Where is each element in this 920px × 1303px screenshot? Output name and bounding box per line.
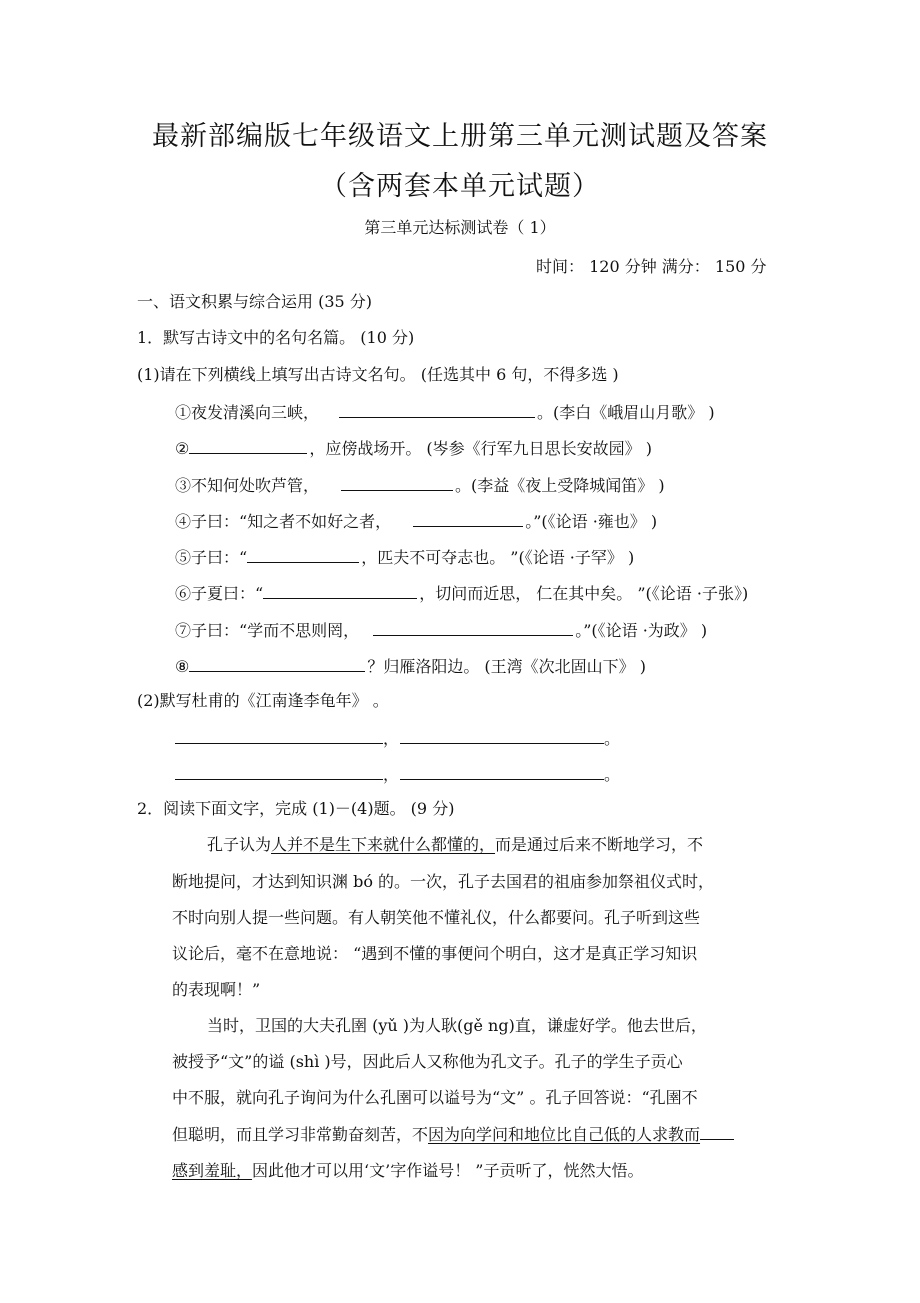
passage-line: 议论后，毫不在意地说： “遇到不懂的事便问个明白，这才是真正学习知识: [172, 944, 698, 963]
answer-blank[interactable]: [189, 655, 365, 672]
passage-line: 被授予“文”的谥 (shì )号，因此后人又称他为孔文子。孔子的学生子贡心: [172, 1052, 683, 1071]
answer-blank[interactable]: [373, 619, 573, 636]
recite-line[interactable]: [400, 743, 604, 744]
document-subtitle: （含两套本单元试题）: [320, 171, 600, 202]
question-1-part-1-instruction: (1)请在下列横线上填写出古诗文名句。 (任选其中 6 句，不得多选 ): [137, 365, 619, 384]
passage-line: 中不服，就向孔子询问为什么孔圉可以谥号为“文” 。孔子回答说：“孔圉不: [172, 1088, 698, 1107]
poem-item-8: ⑧ ？归雁洛阳边。 (王湾《次北固山下》 ): [175, 657, 647, 676]
question-2-heading: 2．阅读下面文字，完成 (1)－(4)题。 (9 分): [137, 799, 455, 818]
poem-item-1: ①夜发清溪向三峡， 。(李白《峨眉山月歌》 ): [175, 403, 715, 422]
passage-line: 但聪明，而且学习非常勤奋刻苦，不因为向学问和地位比自己低的人求教而: [172, 1125, 736, 1145]
comma-mark: ，: [383, 729, 400, 748]
passage-line: 孔子认为人并不是生下来就什么都懂的，而是通过后来不断地学习，不: [207, 835, 704, 854]
passage-line: 断地提问，才达到知识渊 bó 的。一次，孔子去国君的祖庙参加祭祖仪式时，: [172, 872, 715, 891]
period-mark: 。: [604, 729, 621, 748]
poem-item-5: ⑤子曰：“ ，匹夫不可夺志也。 ”(《论语 ·子罕》 ): [175, 548, 635, 567]
answer-blank[interactable]: [413, 510, 523, 527]
answer-blank[interactable]: [341, 474, 453, 491]
answer-blank[interactable]: [247, 546, 359, 563]
poem-item-3: ③不知何处吹芦管， 。(李益《夜上受降城闻笛》 ): [175, 476, 665, 495]
passage-line: 的表现啊！”: [172, 980, 261, 999]
document-title: 最新部编版七年级语文上册第三单元测试题及答案: [152, 121, 768, 152]
period-mark: 。: [604, 765, 621, 784]
answer-blank[interactable]: [263, 582, 417, 599]
question-1-heading: 1．默写古诗文中的名句名篇。 (10 分): [137, 328, 415, 347]
underlined-phrase: 因为向学问和地位比自己低的人求教而: [428, 1125, 701, 1144]
time-score-info: 时间： 120 分钟 满分： 150 分: [536, 257, 767, 276]
recite-line[interactable]: [175, 743, 383, 744]
underline-extension: [700, 1125, 734, 1140]
recite-line[interactable]: [400, 779, 604, 780]
section-heading: 一、语文积累与综合运用 (35 分): [137, 292, 373, 311]
comma-mark: ，: [383, 765, 400, 784]
recite-line[interactable]: [175, 779, 383, 780]
passage-line: 当时，卫国的大夫孔圉 (yǔ )为人耿(gě ng)直，谦虚好学。他去世后，: [207, 1016, 707, 1035]
poem-item-6: ⑥子夏曰：“ ，切问而近思， 仁在其中矣。 ”(《论语 ·子张》): [175, 584, 749, 603]
test-paper-name: 第三单元达标测试卷（ 1）: [364, 218, 556, 237]
underlined-phrase: 人并不是生下来就什么都懂的，: [271, 835, 496, 854]
underlined-phrase: 感到羞耻，: [172, 1161, 253, 1180]
answer-blank[interactable]: [189, 437, 307, 454]
poem-item-2: ② ，应傍战场开。 (岑参《行军九日思长安故园》 ): [175, 439, 653, 458]
passage-line: 感到羞耻，因此他才可以用‘文’字作谥号！ ”子贡听了，恍然大悟。: [172, 1161, 644, 1180]
passage-line: 不时向别人提一些问题。有人朝笑他不懂礼仪，什么都要问。孔子听到这些: [172, 908, 701, 927]
question-1-part-2-instruction: (2)默写杜甫的《江南逢李龟年》 。: [137, 691, 389, 710]
answer-blank[interactable]: [339, 401, 535, 418]
poem-item-7: ⑦子曰：“学而不思则罔， 。”(《论语 ·为政》 ): [175, 621, 708, 640]
poem-item-4: ④子曰：“知之者不如好之者， 。”(《论语 ·雍也》 ): [175, 512, 658, 531]
